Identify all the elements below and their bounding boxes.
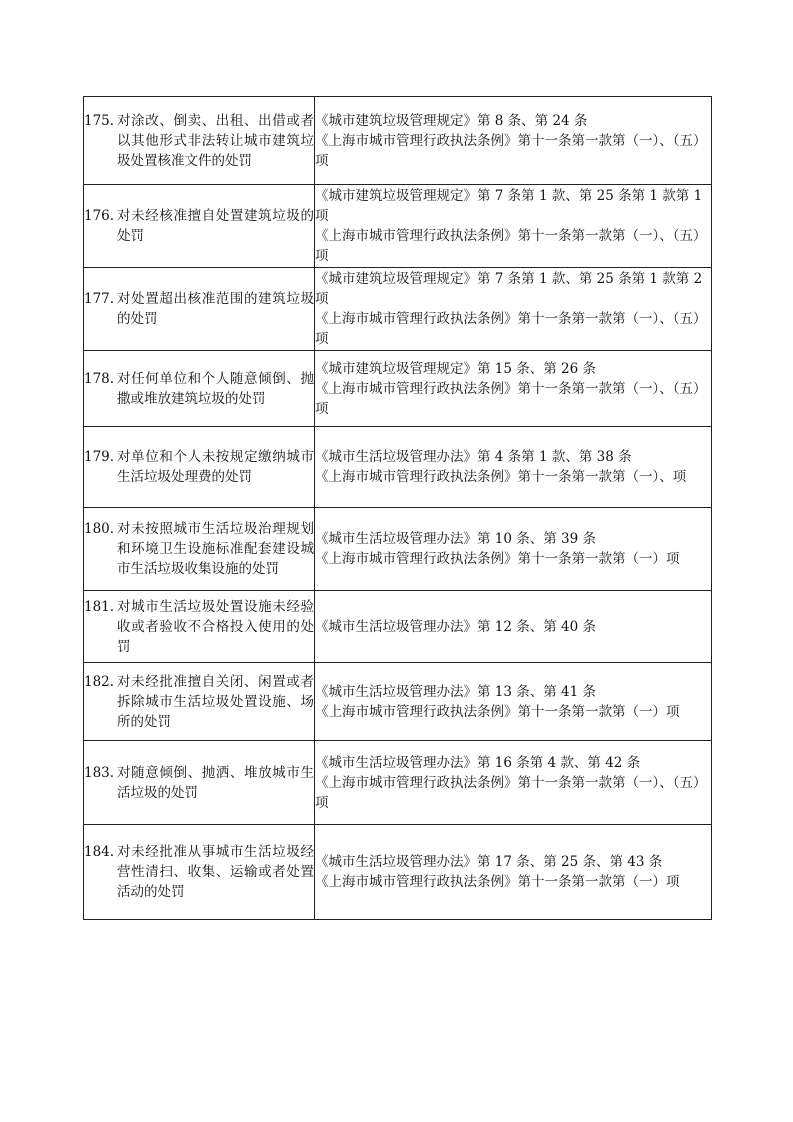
item-cell — [84, 825, 315, 920]
table-row — [84, 508, 712, 591]
table-row — [84, 591, 712, 663]
legal-basis-line: 《城市生活垃圾管理办法》第 10 条、第 39 条 — [315, 531, 597, 547]
item-description: 对未经批准擅自关闭、闲置或者拆除城市生活垃圾处置设施、场所的处罚 — [117, 673, 314, 730]
table-row — [84, 351, 712, 427]
table-row — [84, 185, 712, 268]
item-number: 181. — [84, 598, 115, 615]
item-entry — [84, 369, 314, 409]
item-cell — [84, 427, 315, 508]
item-entry — [84, 763, 314, 803]
legal-basis-line: 《上海市城市管理行政执法条例》第十一条第一款第（一）项 — [315, 551, 680, 567]
legal-basis-cell — [315, 351, 712, 427]
item-number: 179. — [84, 449, 115, 465]
legal-basis-line: 《上海市城市管理行政执法条例》第十一条第一款第（一）、（五）项 — [315, 228, 707, 264]
item-entry — [84, 842, 314, 902]
legal-basis-line: 《上海市城市管理行政执法条例》第十一条第一款第（一）项 — [315, 703, 680, 720]
item-description: 对涂改、倒卖、出租、出借或者以其他形式非法转让城市建筑垃圾处置核准文件的处罚 — [117, 112, 314, 169]
item-number: 180. — [84, 521, 115, 537]
item-cell — [84, 351, 315, 427]
item-number: 176. — [84, 208, 115, 224]
item-number: 178. — [84, 370, 115, 387]
item-description: 对单位和个人未按规定缴纳城市生活垃圾处理费的处罚 — [117, 449, 314, 485]
table-row — [84, 97, 712, 185]
table-row — [84, 663, 712, 741]
legal-basis-line: 《城市建筑垃圾管理规定》第 7 条第 1 款、第 25 条第 1 款第 1 项 — [315, 188, 707, 224]
legal-basis-line: 《上海市城市管理行政执法条例》第十一条第一款第（一）、（五）项 — [315, 380, 707, 417]
legal-basis-cell — [315, 591, 712, 663]
legal-basis-cell — [315, 97, 712, 185]
legal-basis-cell — [315, 185, 712, 268]
table-row — [84, 741, 712, 825]
item-description: 对随意倾倒、抛洒、堆放城市生活垃圾的处罚 — [117, 764, 314, 801]
item-number: 183. — [84, 764, 115, 781]
legal-basis-cell — [315, 508, 712, 591]
item-cell — [84, 508, 315, 591]
item-description: 对任何单位和个人随意倾倒、抛撒或堆放建筑垃圾的处罚 — [117, 370, 314, 407]
legal-basis-line: 《上海市城市管理行政执法条例》第十一条第一款第（一）、项 — [315, 469, 687, 485]
item-cell — [84, 97, 315, 185]
legal-basis-line: 《城市建筑垃圾管理规定》第 8 条、第 24 条 — [315, 112, 588, 129]
item-cell — [84, 268, 315, 351]
item-entry — [84, 111, 314, 171]
legal-basis-line: 《城市生活垃圾管理办法》第 13 条、第 41 条 — [315, 683, 597, 700]
legal-basis-line: 《城市生活垃圾管理办法》第 12 条、第 40 条 — [315, 618, 597, 635]
item-entry — [84, 447, 314, 487]
item-cell — [84, 741, 315, 825]
legal-basis-cell — [315, 741, 712, 825]
legal-basis-line: 《城市生活垃圾管理办法》第 4 条第 1 款、第 38 条 — [315, 449, 632, 465]
item-number: 177. — [84, 291, 115, 307]
legal-basis-line: 《上海市城市管理行政执法条例》第十一条第一款第（一）、（五）项 — [315, 774, 707, 811]
table-row — [84, 268, 712, 351]
item-cell — [84, 591, 315, 663]
item-entry — [84, 289, 314, 329]
table-row — [84, 825, 712, 920]
legal-basis-line: 《城市生活垃圾管理办法》第 17 条、第 25 条、第 43 条 — [315, 854, 663, 870]
item-entry — [84, 597, 314, 657]
legal-basis-cell — [315, 427, 712, 508]
item-entry — [84, 672, 314, 732]
item-description: 对未按照城市生活垃圾治理规划和环境卫生设施标准配套建设城市生活垃圾收集设施的处罚 — [117, 521, 314, 577]
item-cell — [84, 663, 315, 741]
item-cell — [84, 185, 315, 268]
legal-basis-line: 《上海市城市管理行政执法条例》第十一条第一款第（一）、（五）项 — [315, 132, 707, 169]
legal-basis-cell — [315, 825, 712, 920]
item-entry — [84, 519, 314, 579]
legal-basis-line: 《上海市城市管理行政执法条例》第十一条第一款第（一）、（五）项 — [315, 311, 707, 347]
item-description: 对处置超出核准范围的建筑垃圾的处罚 — [117, 291, 314, 327]
legal-basis-line: 《上海市城市管理行政执法条例》第十一条第一款第（一）项 — [315, 874, 680, 890]
legal-basis-cell — [315, 663, 712, 741]
legal-basis-line: 《城市建筑垃圾管理规定》第 7 条第 1 款、第 25 条第 1 款第 2 项 — [315, 271, 707, 307]
item-number: 175. — [84, 112, 115, 129]
legal-basis-line: 《城市生活垃圾管理办法》第 16 条第 4 款、第 42 条 — [315, 754, 641, 771]
item-description: 对城市生活垃圾处置设施未经验收或者验收不合格投入使用的处罚 — [117, 598, 314, 655]
table-body — [84, 97, 712, 920]
item-entry — [84, 206, 314, 246]
item-description: 对未经批准从事城市生活垃圾经营性清扫、收集、运输或者处置活动的处罚 — [117, 844, 314, 900]
penalty-basis-table — [83, 96, 712, 920]
legal-basis-cell — [315, 268, 712, 351]
legal-basis-line: 《城市建筑垃圾管理规定》第 15 条、第 26 条 — [315, 360, 597, 377]
item-number: 184. — [84, 844, 115, 860]
item-number: 182. — [84, 673, 115, 690]
table-row — [84, 427, 712, 508]
item-description: 对未经核准擅自处置建筑垃圾的处罚 — [117, 208, 314, 244]
